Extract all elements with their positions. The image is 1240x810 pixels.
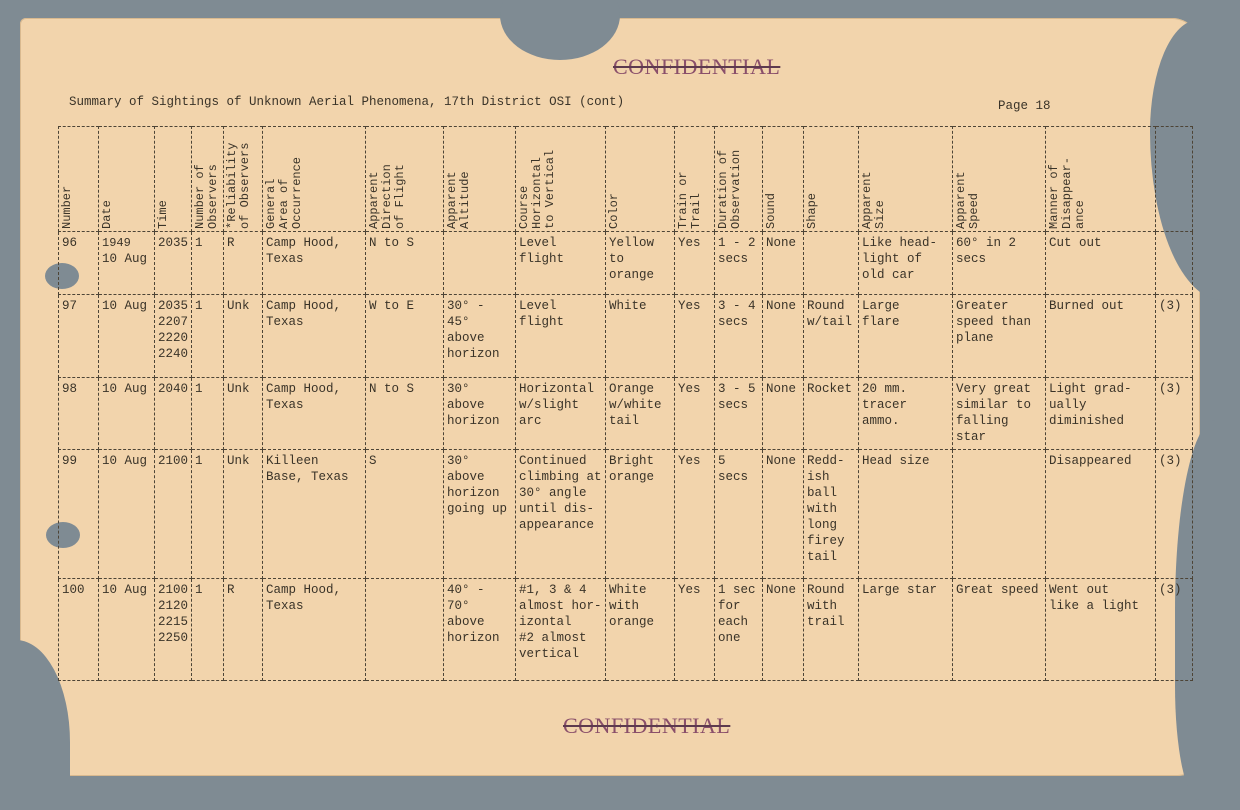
cell-color: White with orange bbox=[606, 579, 675, 681]
cell-size: Large star bbox=[859, 579, 953, 681]
cell-note: (3) bbox=[1156, 378, 1193, 450]
cell-note bbox=[1156, 232, 1193, 295]
table-row bbox=[59, 579, 1193, 681]
cell-time: 2035 2207 2220 2240 bbox=[155, 295, 192, 378]
column-header: Apparent Size bbox=[859, 127, 953, 232]
cell-observers: 1 bbox=[192, 295, 224, 378]
cell-altitude bbox=[444, 232, 516, 295]
cell-color: Yellow to orange bbox=[606, 232, 675, 295]
cell-reliability: Unk bbox=[224, 378, 263, 450]
column-header: Apparent Direction of Flight bbox=[366, 127, 444, 232]
cell-altitude: 30° - 45° above horizon bbox=[444, 295, 516, 378]
cell-sound: None bbox=[763, 295, 804, 378]
cell-disappearance: Disappeared bbox=[1046, 450, 1156, 579]
cell-direction: S bbox=[366, 450, 444, 579]
table-row bbox=[59, 232, 1193, 295]
cell-disappearance: Light grad- ually diminished bbox=[1046, 378, 1156, 450]
cell-date: 10 Aug bbox=[99, 378, 155, 450]
cell-trail: Yes bbox=[675, 579, 715, 681]
cell-reliability: R bbox=[224, 579, 263, 681]
cell-trail: Yes bbox=[675, 295, 715, 378]
cell-duration: 5 secs bbox=[715, 450, 763, 579]
cell-observers: 1 bbox=[192, 378, 224, 450]
cell-course: Level flight bbox=[516, 295, 606, 378]
cell-time: 2035 bbox=[155, 232, 192, 295]
cell-area: Camp Hood, Texas bbox=[263, 295, 366, 378]
cell-shape: Round w/tail bbox=[804, 295, 859, 378]
cell-note: (3) bbox=[1156, 579, 1193, 681]
table-row bbox=[59, 450, 1193, 579]
cell-sound: None bbox=[763, 232, 804, 295]
cell-trail: Yes bbox=[675, 378, 715, 450]
column-header: *Reliability of Observers bbox=[224, 127, 263, 232]
cell-altitude: 30° above horizon bbox=[444, 378, 516, 450]
column-header: Train or Trail bbox=[675, 127, 715, 232]
cell-number: 100 bbox=[59, 579, 99, 681]
sightings-table bbox=[58, 126, 1193, 681]
cell-date-text: 10 Aug bbox=[102, 252, 148, 266]
cell-speed: 60° in 2 secs bbox=[953, 232, 1046, 295]
cell-shape: Rocket bbox=[804, 378, 859, 450]
column-header: Apparent Speed bbox=[953, 127, 1046, 232]
cell-size: Like head- light of old car bbox=[859, 232, 953, 295]
column-header: Date bbox=[99, 127, 155, 232]
cell-reliability: Unk bbox=[224, 450, 263, 579]
cell-disappearance: Cut out bbox=[1046, 232, 1156, 295]
cell-duration: 3 - 4 secs bbox=[715, 295, 763, 378]
column-header: Shape bbox=[804, 127, 859, 232]
column-header: Sound bbox=[763, 127, 804, 232]
header-row bbox=[59, 127, 1193, 232]
cell-number: 99 bbox=[59, 450, 99, 579]
document-title: Summary of Sightings of Unknown Aerial Phenomena, 17th District OSI (cont) bbox=[69, 95, 625, 109]
cell-duration: 1 - 2 secs bbox=[715, 232, 763, 295]
cell-reliability: Unk bbox=[224, 295, 263, 378]
column-header: Apparent Altitude bbox=[444, 127, 516, 232]
cell-disappearance: Burned out bbox=[1046, 295, 1156, 378]
cell-direction bbox=[366, 579, 444, 681]
cell-direction: N to S bbox=[366, 378, 444, 450]
cell-sound: None bbox=[763, 378, 804, 450]
cell-note: (3) bbox=[1156, 450, 1193, 579]
cell-area: Killeen Base, Texas bbox=[263, 450, 366, 579]
cell-date: 10 Aug bbox=[99, 579, 155, 681]
cell-area: Camp Hood, Texas bbox=[263, 378, 366, 450]
column-header: Number bbox=[59, 127, 99, 232]
cell-date bbox=[99, 232, 155, 295]
cell-course: Horizontal w/slight arc bbox=[516, 378, 606, 450]
cell-observers: 1 bbox=[192, 450, 224, 579]
cell-color: Orange w/white tail bbox=[606, 378, 675, 450]
cell-altitude: 40° - 70° above horizon bbox=[444, 579, 516, 681]
column-header bbox=[1156, 127, 1193, 232]
cell-color: Bright orange bbox=[606, 450, 675, 579]
cell-sound: None bbox=[763, 579, 804, 681]
cell-time: 2100 bbox=[155, 450, 192, 579]
column-header: General Area of Occurrence bbox=[263, 127, 366, 232]
cell-duration: 1 sec for each one bbox=[715, 579, 763, 681]
cell-area: Camp Hood, Texas bbox=[263, 232, 366, 295]
table-row bbox=[59, 295, 1193, 378]
cell-number: 97 bbox=[59, 295, 99, 378]
cell-size: Head size bbox=[859, 450, 953, 579]
column-header: Number of Observers bbox=[192, 127, 224, 232]
column-header: Time bbox=[155, 127, 192, 232]
page-number: Page 18 bbox=[998, 99, 1051, 113]
column-header: Color bbox=[606, 127, 675, 232]
cell-observers: 1 bbox=[192, 232, 224, 295]
cell-direction: W to E bbox=[366, 295, 444, 378]
cell-time: 2040 bbox=[155, 378, 192, 450]
column-header: Course Horizontal to Vertical bbox=[516, 127, 606, 232]
confidential-stamp-bottom: CONFIDENTIAL bbox=[563, 713, 731, 738]
cell-disappearance: Went out like a light bbox=[1046, 579, 1156, 681]
cell-course: Level flight bbox=[516, 232, 606, 295]
column-header: Duration of Observation bbox=[715, 127, 763, 232]
cell-date: 10 Aug bbox=[99, 295, 155, 378]
cell-direction: N to S bbox=[366, 232, 444, 295]
cell-shape: Round with trail bbox=[804, 579, 859, 681]
cell-trail: Yes bbox=[675, 232, 715, 295]
cell-note: (3) bbox=[1156, 295, 1193, 378]
cell-course: #1, 3 & 4 almost hor- izontal #2 almost vertical bbox=[516, 579, 606, 681]
confidential-stamp-top: CONFIDENTIAL bbox=[613, 54, 781, 79]
cell-area: Camp Hood, Texas bbox=[263, 579, 366, 681]
cell-sound: None bbox=[763, 450, 804, 579]
cell-date: 10 Aug bbox=[99, 450, 155, 579]
cell-trail: Yes bbox=[675, 450, 715, 579]
cell-size: Large flare bbox=[859, 295, 953, 378]
cell-color: White bbox=[606, 295, 675, 378]
cell-duration: 3 - 5 secs bbox=[715, 378, 763, 450]
cell-observers: 1 bbox=[192, 579, 224, 681]
cell-year: 1949 bbox=[102, 236, 131, 250]
cell-shape: Redd- ish ball with long firey tail bbox=[804, 450, 859, 579]
table-row bbox=[59, 378, 1193, 450]
cell-speed: Great speed bbox=[953, 579, 1046, 681]
cell-time: 2100 2120 2215 2250 bbox=[155, 579, 192, 681]
cell-reliability: R bbox=[224, 232, 263, 295]
column-header: Manner of Disappear- ance bbox=[1046, 127, 1156, 232]
cell-number: 98 bbox=[59, 378, 99, 450]
cell-speed bbox=[953, 450, 1046, 579]
cell-shape bbox=[804, 232, 859, 295]
cell-altitude: 30° above horizon going up bbox=[444, 450, 516, 579]
cell-course: Continued climbing at 30° angle until dis- appearance bbox=[516, 450, 606, 579]
cell-number: 96 bbox=[59, 232, 99, 295]
cell-size: 20 mm. tracer ammo. bbox=[859, 378, 953, 450]
cell-speed: Very great similar to falling star bbox=[953, 378, 1046, 450]
cell-speed: Greater speed than plane bbox=[953, 295, 1046, 378]
